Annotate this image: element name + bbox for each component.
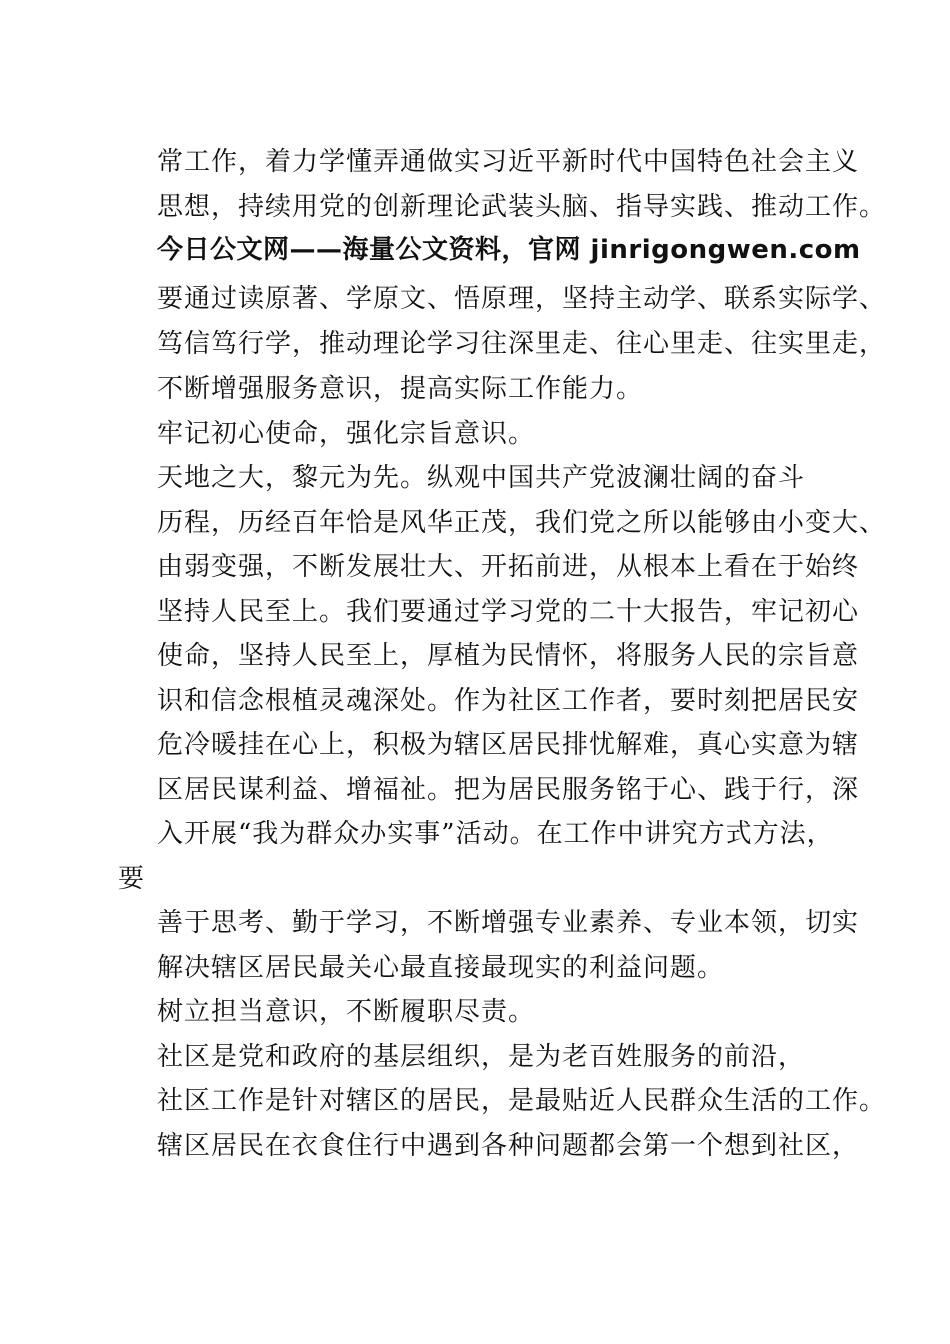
- paragraph-line: 要: [118, 864, 146, 894]
- paragraph-line: 善于思考、勤于学习，不断增强专业素养、专业本领，切实: [157, 908, 860, 938]
- paragraph-line: 社区工作是针对辖区的居民，是最贴近人民群众生活的工作。: [157, 1086, 887, 1116]
- section-heading-line: 树立担当意识，不断履职尽责。: [157, 997, 536, 1027]
- paragraph-line: 辖区居民在衣食住行中遇到各种问题都会第一个想到社区，: [157, 1131, 860, 1161]
- paragraph-line: 思想，持续用党的创新理论武装头脑、指导实践、推动工作。: [157, 192, 887, 222]
- paragraph-line: 常工作，着力学懂弄通做实习近平新时代中国特色社会主义: [157, 147, 860, 177]
- paragraph-line: 社区是党和政府的基层组织，是为老百姓服务的前沿，: [157, 1042, 806, 1072]
- paragraph-line: 使命，坚持人民至上，厚植为民情怀，将服务人民的宗旨意: [157, 641, 860, 671]
- section-heading-line: 牢记初心使命，强化宗旨意识。: [157, 419, 536, 449]
- paragraph-line: 危冷暖挂在心上，积极为辖区居民排忧解难，真心实意为辖: [157, 730, 860, 760]
- paragraph-line: 入开展“我为群众办实事”活动。在工作中讲究方式方法，: [157, 819, 834, 849]
- paragraph-line: 笃信笃行学，推动理论学习往深里走、往心里走、往实里走，: [157, 329, 887, 359]
- paragraph-line: 不断增强服务意识，提高实际工作能力。: [157, 374, 644, 404]
- paragraph-line: 坚持人民至上。我们要通过学习党的二十大报告，牢记初心: [157, 597, 860, 627]
- paragraph-line: 要通过读原著、学原文、悟原理，坚持主动学、联系实际学、: [157, 284, 887, 314]
- site-banner-line: 今日公文网——海量公文资料，官网 jinrigongwen.com: [157, 235, 861, 265]
- paragraph-line: 天地之大，黎元为先。纵观中国共产党波澜壮阔的奋斗: [157, 463, 806, 493]
- paragraph-line: 识和信念根植灵魂深处。作为社区工作者，要时刻把居民安: [157, 686, 860, 716]
- paragraph-line: 由弱变强，不断发展壮大、开拓前进，从根本上看在于始终: [157, 552, 860, 582]
- paragraph-line: 历程，历经百年恰是风华正茂，我们党之所以能够由小变大、: [157, 508, 887, 538]
- paragraph-line: 解决辖区居民最关心最直接最现实的利益问题。: [157, 953, 725, 983]
- paragraph-line: 区居民谋利益、增福祉。把为居民服务铭于心、践于行，深: [157, 775, 860, 805]
